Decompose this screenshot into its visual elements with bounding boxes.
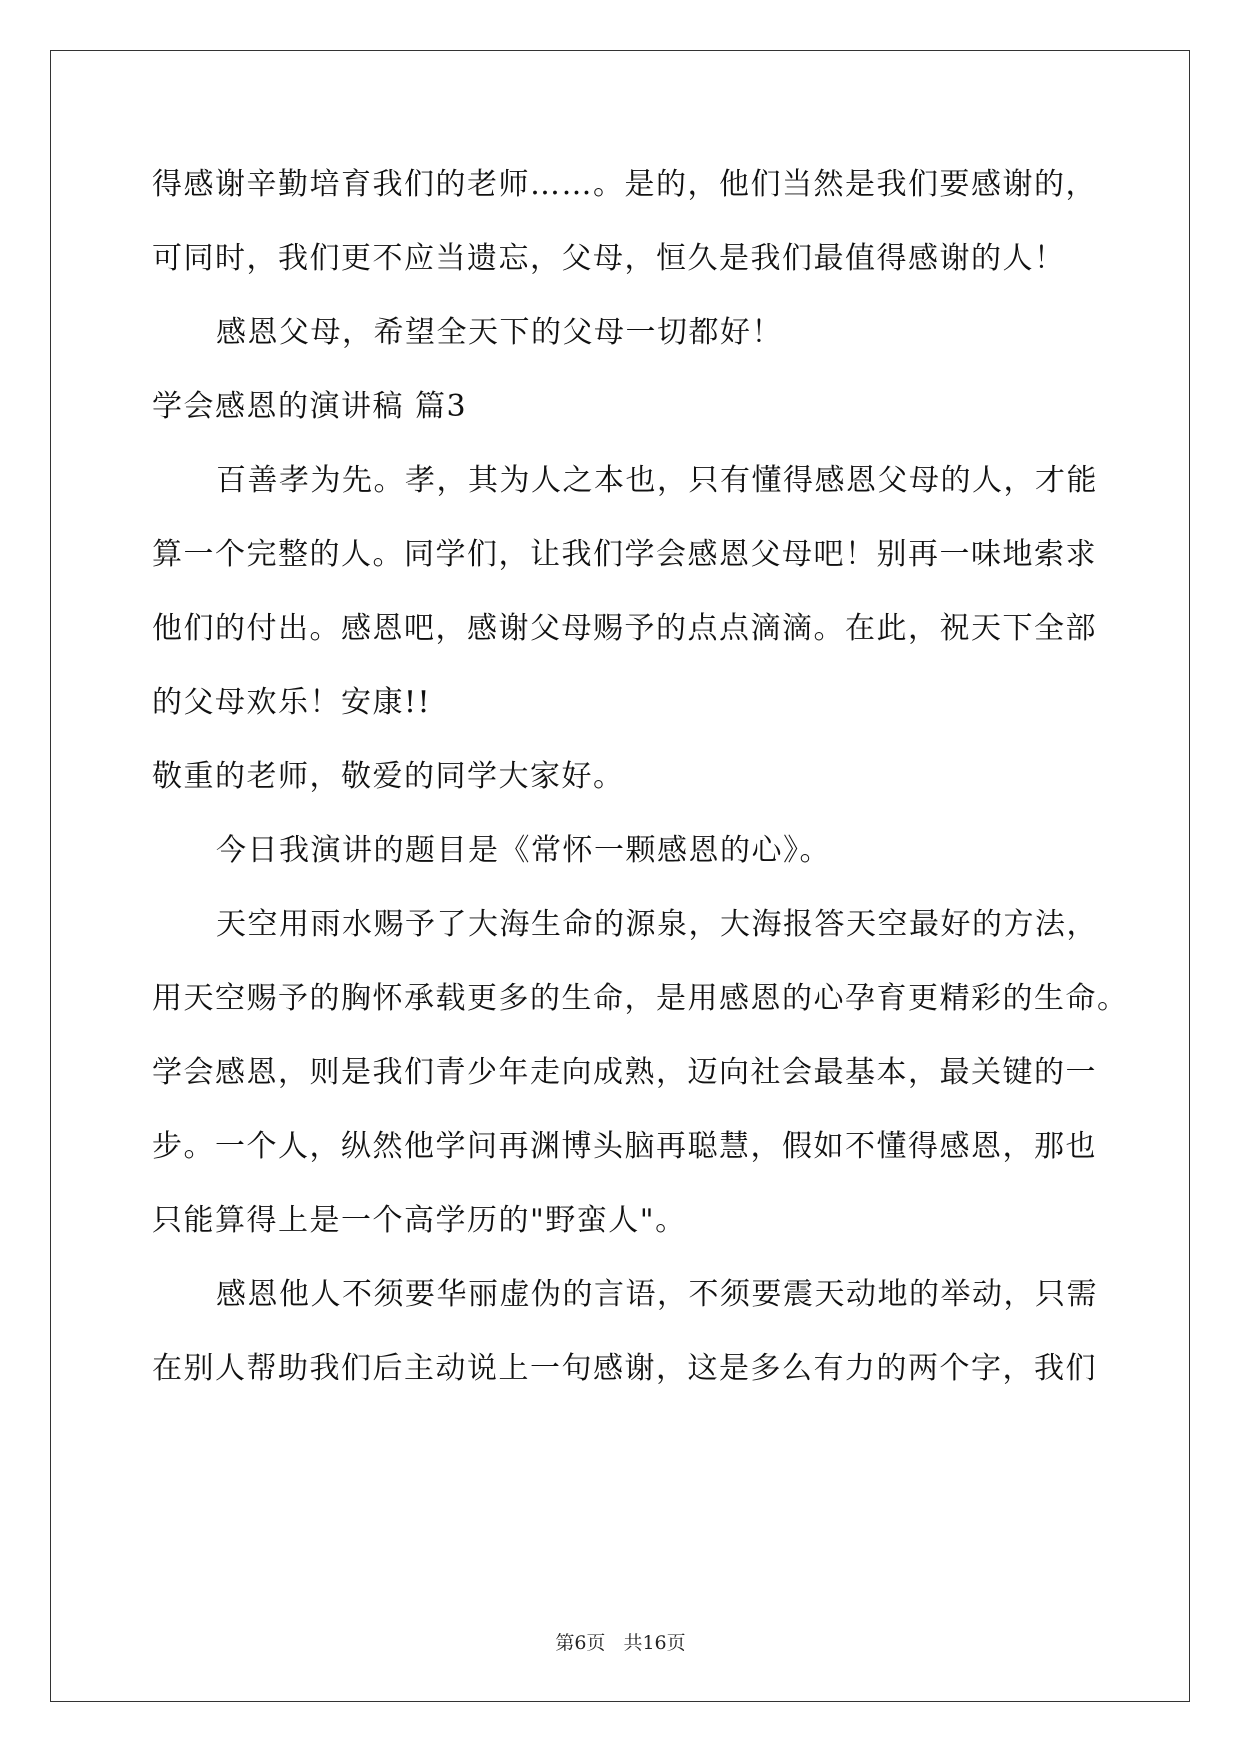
text-line: 只能算得上是一个高学历的"野蛮人"。 xyxy=(152,1203,687,1238)
text-line: 在别人帮助我们后主动说上一句感谢，这是多么有力的两个字，我们 xyxy=(152,1351,1097,1386)
text-line: 天空用雨水赐予了大海生命的源泉，大海报答天空最好的方法， xyxy=(216,907,1098,942)
text-line: 得感谢辛勤培育我们的老师……。是的，他们当然是我们要感谢的， xyxy=(152,167,1097,202)
text-line: 敬重的老师，敬爱的同学大家好。 xyxy=(152,759,625,794)
text-line: 感恩他人不须要华丽虚伪的言语，不须要震天动地的举动，只需 xyxy=(216,1277,1098,1312)
text-line: 步。一个人，纵然他学问再渊博头脑再聪慧，假如不懂得感恩，那也 xyxy=(152,1129,1097,1164)
text-line: 他们的付出。感恩吧，感谢父母赐予的点点滴滴。在此，祝天下全部 xyxy=(152,611,1097,646)
text-line: 学会感恩，则是我们青少年走向成熟，迈向社会最基本，最关键的一 xyxy=(152,1055,1097,1090)
text-line: 的父母欢乐！安康!! xyxy=(152,685,432,720)
text-line: 用天空赐予的胸怀承载更多的生命，是用感恩的心孕育更精彩的生命。 xyxy=(152,981,1129,1016)
text-line: 可同时，我们更不应当遗忘，父母，恒久是我们最值得感谢的人！ xyxy=(152,241,1066,276)
text-line: 感恩父母，希望全天下的父母一切都好！ xyxy=(216,315,783,350)
text-line: 算一个完整的人。同学们，让我们学会感恩父母吧！别再一味地索求 xyxy=(152,537,1097,572)
page-footer xyxy=(0,1628,1241,1655)
text-line: 今日我演讲的题目是《常怀一颗感恩的心》。 xyxy=(216,833,831,868)
page-total: 共16页 xyxy=(623,1632,686,1654)
text-line: 百善孝为先。孝，其为人之本也，只有懂得感恩父母的人，才能 xyxy=(216,463,1098,498)
page-number: 第6页 xyxy=(555,1632,606,1654)
section-heading: 学会感恩的演讲稿 篇3 xyxy=(152,389,468,424)
page-frame xyxy=(50,50,1190,1702)
